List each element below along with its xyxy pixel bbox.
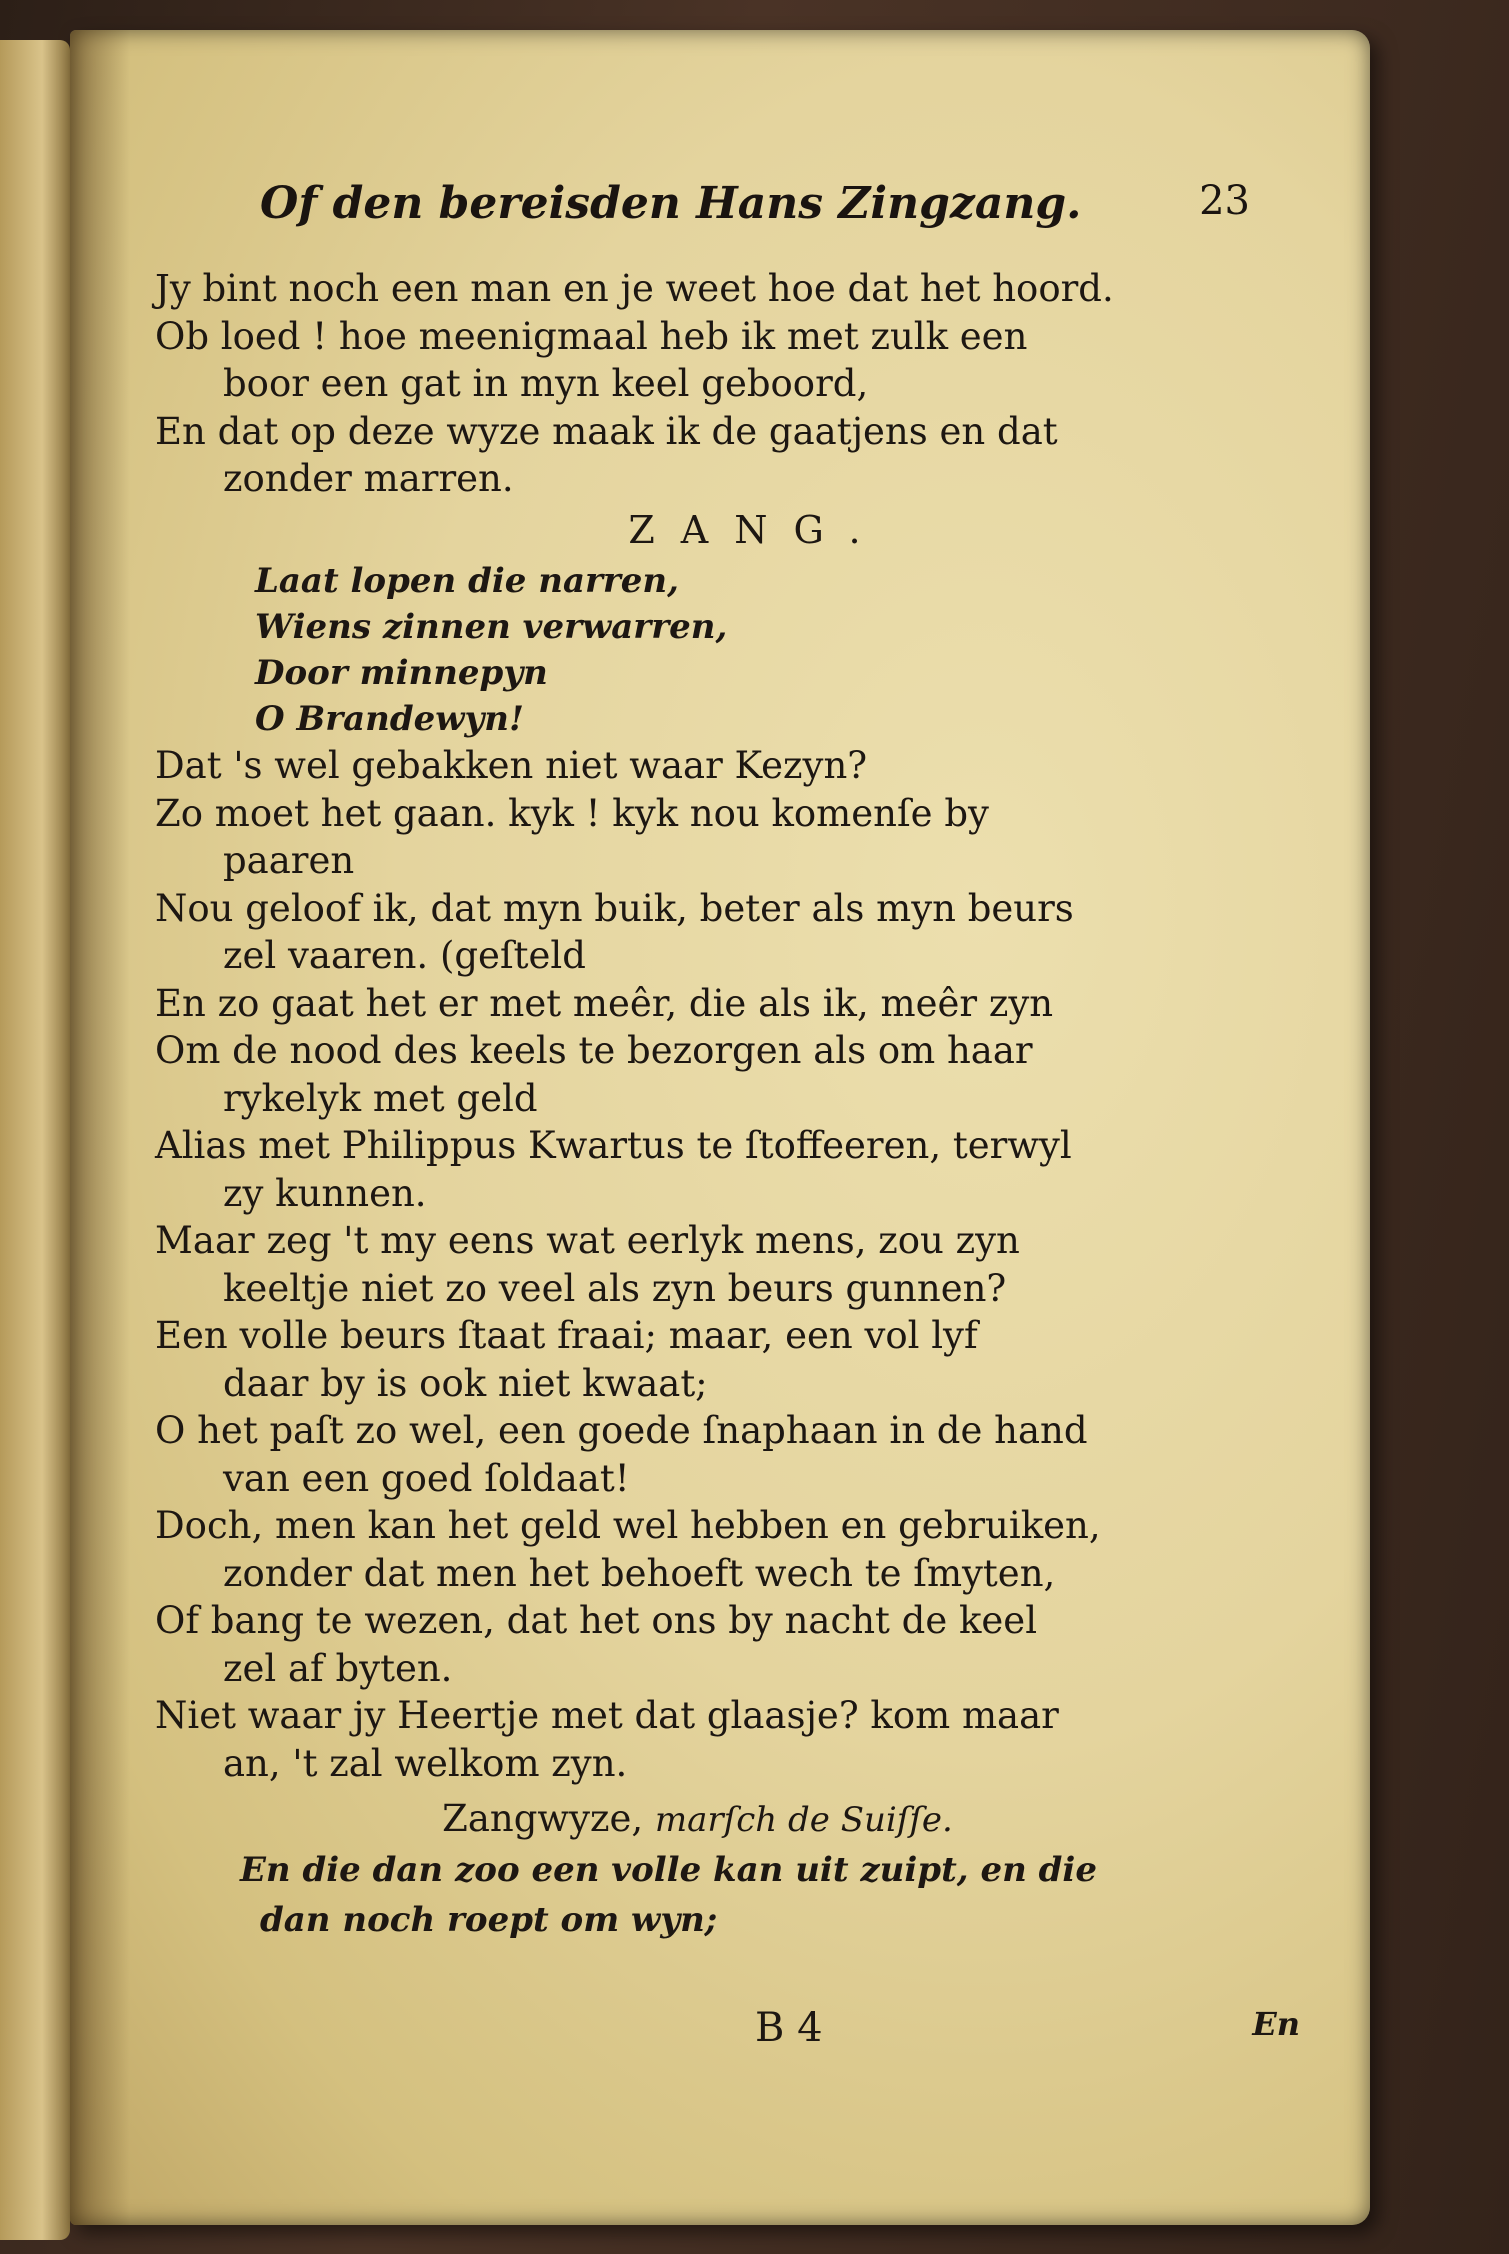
page-number: 23 — [1199, 178, 1250, 224]
page-body — [155, 265, 1300, 1945]
verse-line: Wiens zinnen verwarren, — [255, 607, 728, 647]
verse-line: O Brandewyn! — [255, 699, 524, 739]
text-line: Maar zeg 't my eens wat eerlyk mens, zou zyn — [155, 1219, 1020, 1262]
signature-mark: B 4 — [755, 2005, 823, 2051]
text-line: van een goed ſoldaat! — [223, 1456, 630, 1500]
text-line: paaren — [223, 839, 355, 882]
zang-verses — [155, 558, 1300, 742]
tune-indication — [155, 1795, 1300, 1845]
text-line: Zo moet het gaan. kyk ! kyk nou komenſe by — [155, 791, 989, 835]
text-line: O het paſt zo wel, een goede ſnaphaan in de hand — [155, 1409, 1088, 1452]
text-line: keeltje niet zo veel als zyn beurs gunnen? — [223, 1266, 1007, 1310]
song-line: En die dan zoo een volle kan uit zuipt, en die — [240, 1849, 1097, 1890]
running-title: Of den bereisden Hans Zingzang. — [260, 178, 1082, 229]
text-line: En zo gaat het er met meêr, die als ik, meêr zyn — [155, 981, 1054, 1025]
text-line: Alias met Philippus Kwartus te ſtoffeeren, terwyl — [155, 1124, 1072, 1167]
text-line: Of bang te wezen, dat het ons by nacht de keel — [155, 1599, 1038, 1642]
text-line: En dat op deze wyze maak ik de gaatjens en dat — [155, 409, 1058, 453]
text-line: zel vaaren. (geſteld — [223, 934, 586, 977]
text-block-main — [155, 742, 1300, 1787]
text-line: zonder dat men het behoeft wech te ſmyten, — [223, 1551, 1056, 1595]
text-line: Om de nood des keels te bezorgen als om haar — [155, 1029, 1033, 1072]
zang-heading: ZANG. — [628, 507, 887, 552]
tune-label: Zangwyze, — [442, 1797, 644, 1840]
page-gutter-shadow — [70, 30, 130, 2225]
text-line: Doch, men kan het geld wel hebben en gebruiken, — [155, 1504, 1101, 1547]
song-lyrics — [155, 1845, 1300, 1945]
catchword: En — [1252, 2005, 1300, 2043]
text-line: zel af byten. — [223, 1646, 453, 1690]
page-footer — [155, 2005, 1300, 2051]
verse-line: Door minnepyn — [255, 653, 548, 693]
tune-name: marſch de Suiſſe. — [654, 1800, 953, 1840]
text-line: Dat 's wel gebakken niet waar Kezyn? — [155, 744, 868, 787]
text-line: Niet waar jy Heertje met dat glaasje? kom maar — [155, 1694, 1059, 1737]
text-line: an, 't zal welkom zyn. — [223, 1741, 628, 1785]
text-line: zonder marren. — [223, 457, 514, 500]
verse-line: Laat lopen die narren, — [255, 561, 679, 601]
text-line: rykelyk met geld — [223, 1076, 538, 1120]
text-line: boor een gat in myn keel geboord, — [223, 362, 869, 405]
text-block-opening — [155, 265, 1300, 503]
text-line: daar by is ook niet kwaat; — [223, 1361, 708, 1405]
text-line: Jy bint noch een man en je weet hoe dat het hoord. — [155, 267, 1114, 310]
song-line: dan noch roept om wyn; — [260, 1899, 718, 1940]
running-header — [260, 178, 1300, 229]
text-line: Een volle beurs ſtaat fraai; maar, een vol lyf — [155, 1314, 978, 1357]
facing-page-edge — [0, 40, 70, 2240]
text-line: Nou geloof ik, dat myn buik, beter als myn beurs — [155, 886, 1074, 930]
text-line: Ob loed ! hoe meenigmaal heb ik met zulk een — [155, 314, 1028, 358]
text-line: zy kunnen. — [223, 1171, 427, 1215]
